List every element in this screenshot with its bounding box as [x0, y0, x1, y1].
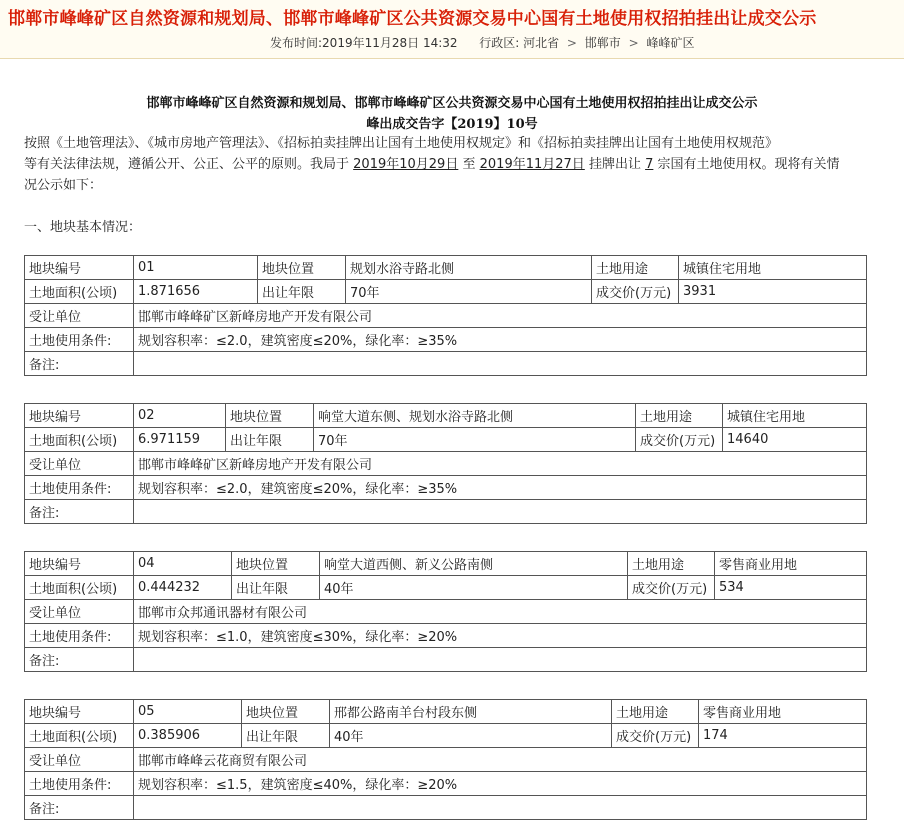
conditions-value: 规划容积率：≤1.5，建筑密度≤40%，绿化率：≥20%: [134, 772, 867, 796]
buyer-label: 受让单位: [25, 304, 134, 328]
remarks-value: [134, 648, 867, 672]
price-label: 成交价(万元): [628, 576, 715, 600]
breadcrumb-sep: >: [628, 36, 639, 50]
remarks-value: [134, 796, 867, 820]
table-row: [25, 624, 867, 648]
intro-line-2: [24, 154, 884, 175]
conditions-value: 规划容积率：≤2.0，建筑密度≤20%，绿化率：≥35%: [134, 328, 867, 352]
location-label: 地块位置: [226, 404, 314, 428]
conditions-label: 土地使用条件:: [25, 772, 134, 796]
buyer-value: 邯郸市峰峰矿区新峰房地产开发有限公司: [134, 452, 867, 476]
area-label: 土地面积(公顷): [25, 724, 134, 748]
table-row: [25, 700, 867, 724]
plot-no-value: 04: [134, 552, 232, 576]
location-label: 地块位置: [258, 256, 346, 280]
plot-no-label: 地块编号: [25, 404, 134, 428]
table-row: [25, 428, 867, 452]
table-row: [25, 256, 867, 280]
remarks-label: 备注:: [25, 796, 134, 820]
table-row: [25, 404, 867, 428]
buyer-value: 邯郸市峰峰云花商贸有限公司: [134, 748, 867, 772]
use-label: 土地用途: [592, 256, 679, 280]
use-label: 土地用途: [612, 700, 699, 724]
region-label: 行政区:: [479, 36, 520, 50]
use-value: 城镇住宅用地: [723, 404, 867, 428]
meta-line: [270, 34, 695, 51]
intro-line-3: 况公示如下：: [24, 178, 103, 193]
area-label: 土地面积(公顷): [25, 576, 134, 600]
plot-table: [24, 551, 867, 672]
intro-line-1: 按照《土地管理法》、《城市房地产管理法》、《招标拍卖挂牌出让国有土地使用权规定》和《招标拍卖挂牌出让国有土地使用权规范》: [24, 136, 779, 151]
price-value: 534: [715, 576, 867, 600]
term-label: 出让年限: [226, 428, 314, 452]
buyer-label: 受让单位: [25, 452, 134, 476]
intro-text: 至: [462, 157, 476, 172]
table-row: [25, 772, 867, 796]
table-row: [25, 452, 867, 476]
plot-no-value: 01: [134, 256, 258, 280]
end-date: 2019年11月27日: [479, 157, 585, 172]
location-value: 邢都公路南羊台村段东侧: [330, 700, 612, 724]
area-value: 0.444232: [134, 576, 232, 600]
intro-text: 等有关法律法规，遵循公开、公正、公平的原则。我局于: [24, 157, 350, 172]
price-value: 3931: [679, 280, 867, 304]
start-date: 2019年10月29日: [353, 157, 459, 172]
buyer-value: 邯郸市峰峰矿区新峰房地产开发有限公司: [134, 304, 867, 328]
plot-no-label: 地块编号: [25, 256, 134, 280]
plot-table: [24, 699, 867, 820]
table-row: [25, 280, 867, 304]
location-value: 规划水浴寺路北侧: [346, 256, 592, 280]
parcel-count: 7: [645, 157, 654, 172]
table-row: [25, 748, 867, 772]
conditions-value: 规划容积率：≤2.0，建筑密度≤20%，绿化率：≥35%: [134, 476, 867, 500]
term-value: 70年: [346, 280, 592, 304]
price-label: 成交价(万元): [592, 280, 679, 304]
area-value: 1.871656: [134, 280, 258, 304]
use-label: 土地用途: [628, 552, 715, 576]
buyer-value: 邯郸市众邦通讯器材有限公司: [134, 600, 867, 624]
table-row: [25, 552, 867, 576]
document-title: 邯郸市峰峰矿区自然资源和规划局、邯郸市峰峰矿区公共资源交易中心国有土地使用权招拍挂出让成交公示: [146, 96, 758, 111]
plot-table: [24, 403, 867, 524]
header-bar: [0, 0, 904, 59]
location-value: 响堂大道东侧、规划水浴寺路北侧: [314, 404, 636, 428]
buyer-label: 受让单位: [25, 600, 134, 624]
remarks-label: 备注:: [25, 648, 134, 672]
term-label: 出让年限: [232, 576, 320, 600]
use-value: 零售商业用地: [715, 552, 867, 576]
term-label: 出让年限: [242, 724, 330, 748]
price-label: 成交价(万元): [612, 724, 699, 748]
term-label: 出让年限: [258, 280, 346, 304]
plot-no-label: 地块编号: [25, 700, 134, 724]
location-value: 响堂大道西侧、新义公路南侧: [320, 552, 628, 576]
published-value: 2019年11月28日 14:32: [322, 36, 458, 50]
breadcrumb-sep: >: [566, 36, 577, 50]
plot-no-value: 05: [134, 700, 242, 724]
table-row: [25, 648, 867, 672]
use-value: 零售商业用地: [699, 700, 867, 724]
term-value: 70年: [314, 428, 636, 452]
area-label: 土地面积(公顷): [25, 280, 134, 304]
price-value: 14640: [723, 428, 867, 452]
remarks-value: [134, 500, 867, 524]
region-link-city[interactable]: 邯郸市: [584, 36, 621, 50]
table-row: [25, 352, 867, 376]
remarks-value: [134, 352, 867, 376]
region-link-district[interactable]: 峰峰矿区: [646, 36, 695, 50]
plot-no-value: 02: [134, 404, 226, 428]
intro-text: 宗国有土地使用权。现将有关情: [657, 157, 840, 172]
area-value: 6.971159: [134, 428, 226, 452]
area-label: 土地面积(公顷): [25, 428, 134, 452]
table-row: [25, 600, 867, 624]
buyer-label: 受让单位: [25, 748, 134, 772]
area-value: 0.385906: [134, 724, 242, 748]
conditions-label: 土地使用条件:: [25, 328, 134, 352]
page-title: 邯郸市峰峰矿区自然资源和规划局、邯郸市峰峰矿区公共资源交易中心国有土地使用权招拍挂出让成交公示: [8, 9, 817, 29]
published-label: 发布时间:: [270, 36, 323, 50]
section-heading: 一、地块基本情况：: [24, 220, 142, 235]
conditions-label: 土地使用条件:: [25, 476, 134, 500]
region-link-province[interactable]: 河北省: [523, 36, 560, 50]
conditions-label: 土地使用条件:: [25, 624, 134, 648]
plot-no-label: 地块编号: [25, 552, 134, 576]
table-row: [25, 476, 867, 500]
notice-number: 峰出成交告字【2019】10号: [366, 117, 538, 132]
remarks-label: 备注:: [25, 352, 134, 376]
location-label: 地块位置: [242, 700, 330, 724]
table-row: [25, 328, 867, 352]
plot-table: [24, 255, 867, 376]
conditions-value: 规划容积率：≤1.0，建筑密度≤30%，绿化率：≥20%: [134, 624, 867, 648]
remarks-label: 备注:: [25, 500, 134, 524]
use-label: 土地用途: [636, 404, 723, 428]
term-value: 40年: [320, 576, 628, 600]
price-label: 成交价(万元): [636, 428, 723, 452]
table-row: [25, 304, 867, 328]
location-label: 地块位置: [232, 552, 320, 576]
use-value: 城镇住宅用地: [679, 256, 867, 280]
table-row: [25, 500, 867, 524]
table-row: [25, 796, 867, 820]
intro-text: 挂牌出让: [588, 157, 641, 172]
price-value: 174: [699, 724, 867, 748]
table-row: [25, 576, 867, 600]
term-value: 40年: [330, 724, 612, 748]
table-row: [25, 724, 867, 748]
intro-paragraph: [24, 133, 884, 196]
